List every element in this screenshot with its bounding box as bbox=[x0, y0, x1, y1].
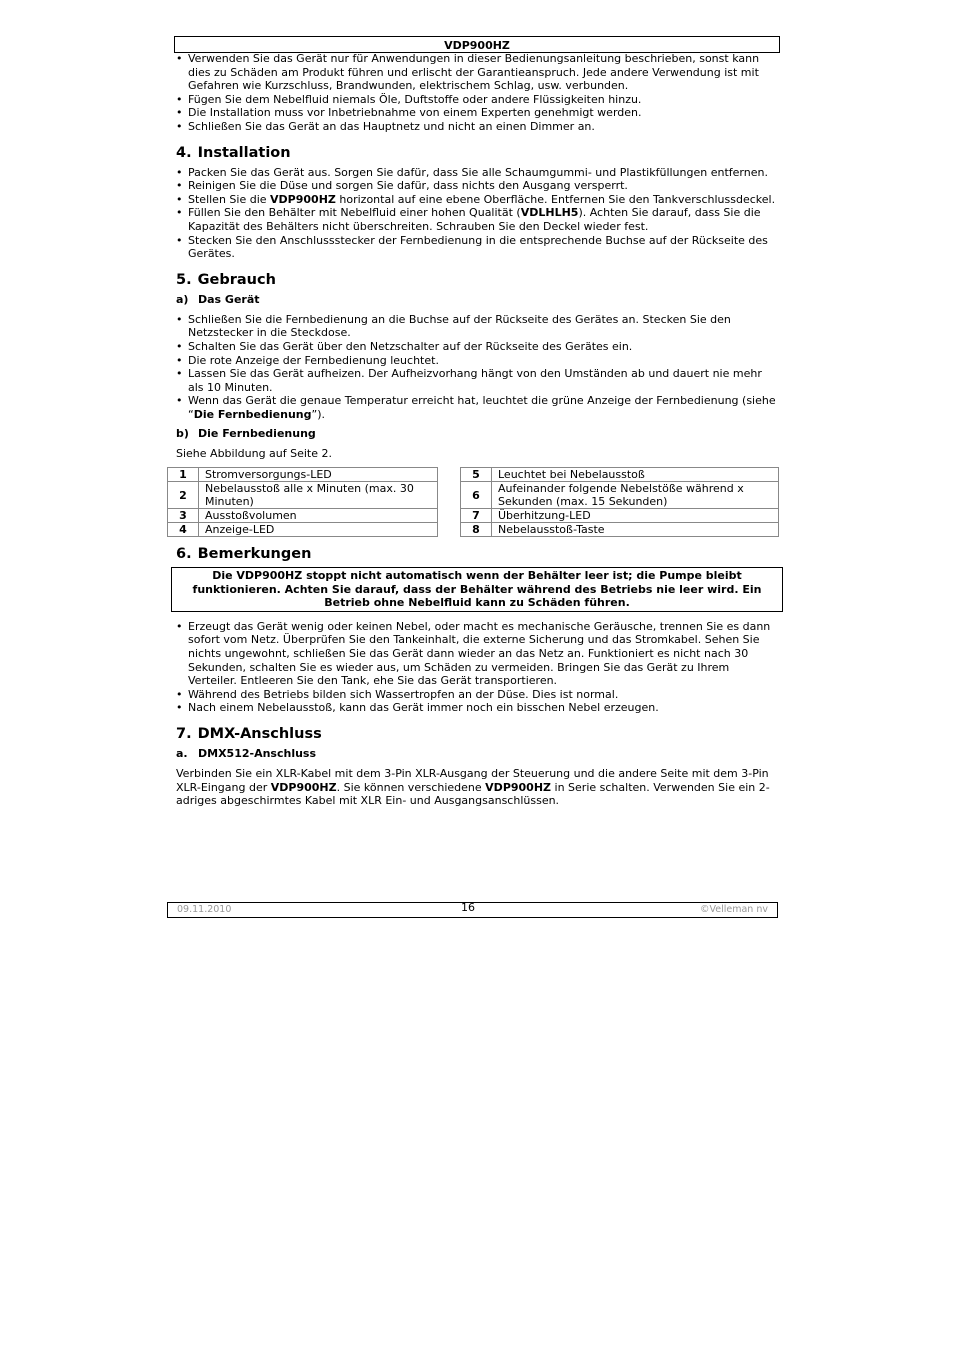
part-label: Nebelausstoß alle x Minuten (max. 30 Minuten) bbox=[199, 482, 438, 509]
section-heading-dmx bbox=[176, 725, 780, 743]
part-label: Nebelausstoß-Taste bbox=[492, 523, 779, 537]
header-title: VDP900HZ bbox=[444, 39, 510, 52]
subsection-title: Die Fernbedienung bbox=[198, 427, 316, 441]
table-row bbox=[461, 482, 779, 509]
part-number: 5 bbox=[461, 468, 492, 482]
section-number: 6. bbox=[176, 546, 192, 563]
list-item bbox=[176, 206, 780, 233]
section-title: Gebrauch bbox=[197, 271, 276, 288]
intro-bullet-list bbox=[176, 52, 780, 134]
bemerkungen-list bbox=[176, 620, 780, 715]
part-label: Anzeige-LED bbox=[199, 523, 438, 537]
text-run: horizontal auf eine ebene Oberfläche. Entfernen Sie den Tankverschlussdeckel. bbox=[335, 192, 776, 206]
section-number: 7. bbox=[176, 726, 192, 742]
subsection-number: a) bbox=[176, 292, 189, 306]
model-name: VDP900HZ bbox=[270, 192, 336, 206]
parts-table-left bbox=[167, 467, 438, 537]
subsection-title: Das Gerät bbox=[198, 292, 260, 306]
remote-parts-tables bbox=[167, 467, 779, 539]
page-number: 16 bbox=[461, 901, 475, 914]
section-heading-installation bbox=[176, 144, 780, 162]
part-label: Überhitzung-LED bbox=[492, 509, 779, 523]
list-item: • Schließen Sie die Fernbedienung an die Buchse auf der Rückseite des Gerätes an. Stecken Sie den Netzstecker in die Steckdose. bbox=[176, 313, 780, 340]
text-run: ”). bbox=[311, 407, 325, 421]
page-header bbox=[174, 36, 780, 53]
subsection-title: DMX512-Anschluss bbox=[198, 747, 317, 760]
list-item: • Die rote Anzeige der Fernbedienung leuchtet. bbox=[176, 354, 780, 368]
list-item: • Erzeugt das Gerät wenig oder keinen Nebel, oder macht es mechanische Geräusche, trennen Sie es dann sofort vom Netz. Überprüfen Sie den Tankeinhalt, die externe Sicherung und das Stromkabel. Sehen Sie nichts ungewohnt, schließen Sie das Gerät dann wieder an das Netz an. Funktioniert es nicht nach 30 Sekunden, schalten Sie es wieder aus, um Schäden zu vermeiden. Bringen Sie das Gerät zu Ihrem Verteiler. Entleeren Sie den Tank, ehe Sie das Gerät transportieren. bbox=[176, 620, 780, 688]
list-item: • Schalten Sie das Gerät über den Netzschalter auf der Rückseite des Gerätes ein. bbox=[176, 340, 780, 354]
page-footer bbox=[167, 902, 778, 918]
list-item: • Stecken Sie den Anschlussstecker der Fernbedienung in die entsprechende Buchse auf der Rückseite des Gerätes. bbox=[176, 234, 780, 261]
list-item: • Verwenden Sie das Gerät nur für Anwendungen in dieser Bedienungsanleitung beschrieben, sonst kann dies zu Schäden am Produkt führen und erlischt der Garantieanspruch. Jede andere Verwendung ist mit Gefahren wie Kurzschluss, Brandwunden, elektrischem Schlag, usw. verbunden. bbox=[176, 52, 780, 93]
list-item: • Fügen Sie dem Nebelfluid niemals Öle, Duftstoffe oder andere Flüssigkeiten hinzu. bbox=[176, 93, 780, 107]
subsection-heading-dmx512 bbox=[176, 747, 780, 761]
part-number: 6 bbox=[461, 482, 492, 509]
section-number: 5. bbox=[176, 271, 192, 288]
section-heading-bemerkungen bbox=[176, 545, 780, 563]
subsection-number: a. bbox=[176, 747, 188, 760]
section-title: Installation bbox=[197, 144, 291, 161]
footer-date: 09.11.2010 bbox=[177, 904, 232, 915]
text-run: in Serie schalten. Verwenden Sie ein 2- adriges abgeschirmtes Kabel mit XLR Ein- und Ausgangsanschlüssen. bbox=[176, 780, 770, 808]
part-number: 8 bbox=[461, 523, 492, 537]
part-label: Leuchtet bei Nebelausstoß bbox=[492, 468, 779, 482]
installation-list bbox=[176, 166, 780, 261]
table-row bbox=[168, 509, 438, 523]
subsection-number: b) bbox=[176, 427, 189, 441]
table-row bbox=[168, 468, 438, 482]
gebrauch-list bbox=[176, 313, 780, 422]
warning-box: Die VDP900HZ stoppt nicht automatisch wenn der Behälter leer ist; die Pumpe bleibt funktionieren. Achten Sie darauf, dass der Behälter während des Betriebs nie leer wird. Ein Betrieb ohne Nebelfluid kann zu Schäden führen. bbox=[171, 567, 783, 612]
figure-reference: Siehe Abbildung auf Seite 2. bbox=[176, 447, 333, 461]
model-name: VDP900HZ bbox=[270, 780, 337, 794]
table-row bbox=[461, 468, 779, 482]
text-run: Wenn das Gerät die genaue Temperatur erreicht hat, leuchtet die grüne Anzeige der Fernbedienung (siehe “ bbox=[188, 394, 776, 421]
page-content bbox=[176, 52, 780, 808]
part-number: 2 bbox=[168, 482, 199, 509]
part-label: Aufeinander folgende Nebelstöße während x Sekunden (max. 15 Sekunden) bbox=[492, 482, 779, 509]
section-heading-gebrauch bbox=[176, 271, 780, 289]
list-item: • Lassen Sie das Gerät aufheizen. Der Aufheizvorhang hängt von den Umständen ab und dauert nie mehr als 10 Minuten. bbox=[176, 367, 780, 394]
dmx-paragraph bbox=[176, 767, 780, 808]
list-item: • Schließen Sie das Gerät an das Hauptnetz und nicht an einen Dimmer an. bbox=[176, 120, 780, 134]
list-item: • Reinigen Sie die Düse und sorgen Sie dafür, dass nichts den Ausgang versperrt. bbox=[176, 179, 780, 193]
list-item bbox=[176, 193, 780, 207]
parts-table-right bbox=[460, 467, 779, 537]
subsection-heading-das-geraet bbox=[176, 293, 780, 307]
part-number: 4 bbox=[168, 523, 199, 537]
table-row bbox=[461, 523, 779, 537]
subsection-heading-fernbedienung bbox=[176, 427, 780, 441]
list-item: • Die Installation muss vor Inbetriebnahme von einem Experten genehmigt werden. bbox=[176, 106, 780, 120]
text-run: . Sie können verschiedene bbox=[336, 780, 486, 794]
product-code: VDLHLH5 bbox=[520, 206, 579, 220]
text-run: Füllen Sie den Behälter mit Nebelfluid einer hohen Qualität ( bbox=[188, 206, 521, 220]
list-item: • Packen Sie das Gerät aus. Sorgen Sie dafür, dass Sie alle Schaumgummi- und Plastikfüllungen entfernen. bbox=[176, 166, 780, 180]
list-item: • Nach einem Nebelausstoß, kann das Gerät immer noch ein bisschen Nebel erzeugen. bbox=[176, 701, 780, 715]
list-item: • Während des Betriebs bilden sich Wassertropfen an der Düse. Dies ist normal. bbox=[176, 688, 780, 702]
section-title: DMX-Anschluss bbox=[197, 726, 322, 742]
text-run: Stellen Sie die bbox=[188, 192, 271, 206]
table-row bbox=[168, 482, 438, 509]
part-label: Stromversorgungs-LED bbox=[199, 468, 438, 482]
part-number: 3 bbox=[168, 509, 199, 523]
part-number: 1 bbox=[168, 468, 199, 482]
table-row bbox=[461, 509, 779, 523]
table-row bbox=[168, 523, 438, 537]
list-item bbox=[176, 394, 780, 421]
part-number: 7 bbox=[461, 509, 492, 523]
text-run: Verbinden Sie ein XLR-Kabel mit dem 3-Pin XLR-Ausgang der Steuerung und die andere Seite mit dem 3-Pin XLR-Eingang der bbox=[176, 767, 769, 794]
text-run: ). Achten Sie darauf, dass Sie die Kapazität des Behälters nicht überschreiten. Schrauben Sie den Deckel wieder fest. bbox=[188, 206, 761, 233]
model-name: VDP900HZ bbox=[485, 780, 552, 794]
part-label: Ausstoßvolumen bbox=[199, 509, 438, 523]
footer-copyright: ©Velleman nv bbox=[700, 904, 768, 915]
section-title: Bemerkungen bbox=[197, 546, 312, 563]
section-number: 4. bbox=[176, 144, 192, 161]
reference-title: Die Fernbedienung bbox=[193, 407, 312, 421]
